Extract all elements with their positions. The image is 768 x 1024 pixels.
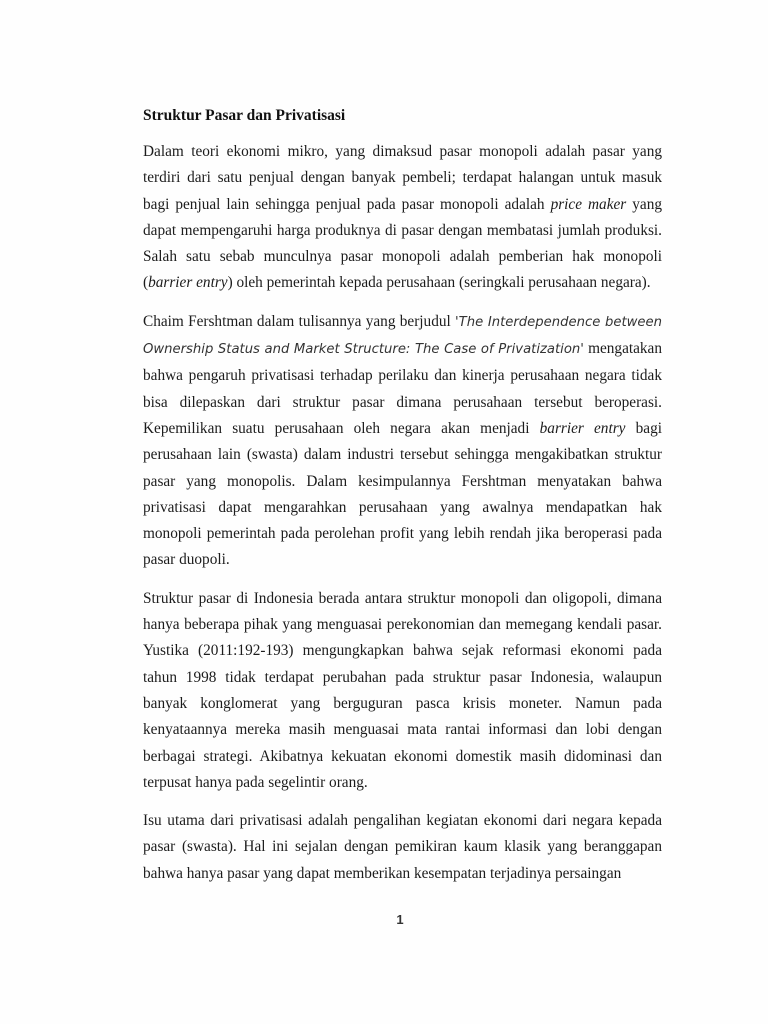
italic-term-barrier-entry: barrier entry [539, 419, 626, 437]
text-segment: mengatakan bahwa pengaruh privatisasi terhadap perilaku dan kinerja perusahaan negara tidak bisa dilepaskan dari struktur pasar dimana perusahaan tersebut beroperasi. Kepemilikan suatu perusahaan oleh negara akan menjadi [143, 340, 662, 437]
italic-term-barrier-entry: barrier entry [148, 274, 228, 292]
document-body [143, 105, 662, 899]
document-title: Struktur Pasar dan Privatisasi [143, 107, 346, 124]
paragraph-monopoly-definition [143, 139, 662, 297]
paragraph-privatization-issue [143, 808, 662, 887]
text-segment: Dalam teori ekonomi mikro, yang dimaksud pasar monopoli adalah pasar yang terdiri dari satu penjual dengan banyak pembeli; terdapat halangan untuk masuk bagi penjual lain sehingga penjual pada pasar monopoli adalah [143, 143, 662, 213]
text-segment: Chaim Fershtman dalam tulisannya yang berjudul [143, 312, 456, 330]
cited-work-title: 'The Interdependence between Ownership Status and Market Structure: The Case of Privatization' [143, 314, 662, 358]
text-segment: ) oleh pemerintah kepada perusahaan (seringkali perusahaan negara). [227, 274, 651, 292]
text-segment: bagi perusahaan lain (swasta) dalam industri tersebut sehingga mengakibatkan struktur pasar yang monopolis. Dalam kesimpulannya Fershtman menyatakan bahwa privatisasi dapat mengarahkan perusahaan yang awalnya mendapatkan hak monopoli pemerintah pada perolehan profit yang lebih rendah jika beroperasi pada pasar duopoli. [143, 419, 662, 569]
paragraph-fershtman [143, 309, 662, 574]
text-segment: yang dapat mempengaruhi harga produknya di pasar dengan membatasi jumlah produksi. Salah satu sebab munculnya pasar monopoli adalah pemberian hak monopoli ( [143, 195, 663, 292]
text-segment: Struktur pasar di Indonesia berada antara struktur monopoli dan oligopoli, dimana hanya beberapa pihak yang menguasai perekonomian dan memegang kendali pasar. Yustika (2011:192-193) mengungkapkan bahwa sejak reformasi ekonomi pada tahun 1998 tidak terdapat perubahan pada struktur pasar Indonesia, walaupun banyak konglomerat yang berguguran pasca krisis moneter. Namun pada kenyataannya mereka masih menguasai mata rantai informasi dan lobi dengan berbagai strategi. Akibatnya kekuatan ekonomi domestik masih didominasi dan terpusat hanya pada segelintir orang. [143, 589, 662, 791]
paragraph-indonesia-market [143, 586, 662, 796]
italic-term-price-maker: price maker [550, 195, 627, 213]
text-segment: Isu utama dari privatisasi adalah pengalihan kegiatan ekonomi dari negara kepada pasar (swasta). Hal ini sejalan dengan pemikiran kaum klasik yang beranggapan bahwa hanya pasar yang dapat memberikan kesempatan terjadinya persaingan [143, 812, 662, 882]
page-number: 1 [396, 912, 404, 927]
